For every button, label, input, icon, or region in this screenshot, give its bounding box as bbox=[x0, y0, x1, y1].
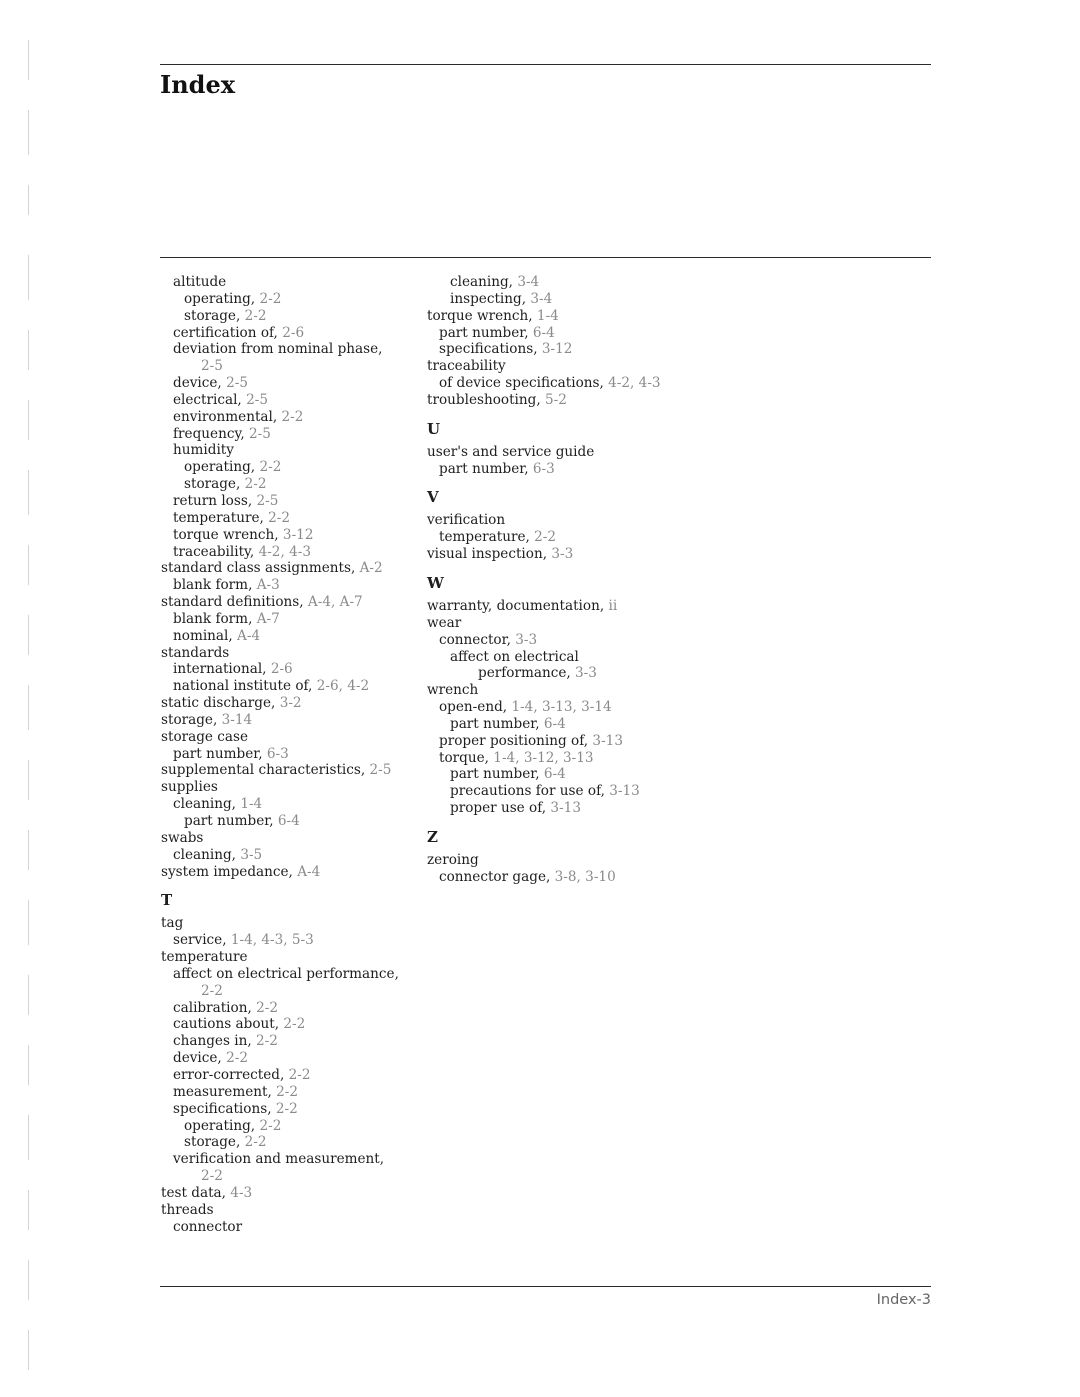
index-page-ref[interactable]: 2-2 bbox=[259, 1117, 282, 1134]
index-entry bbox=[427, 649, 727, 666]
index-page-ref[interactable]: 2-2 bbox=[244, 307, 267, 324]
index-term: inspecting, bbox=[450, 290, 531, 307]
index-page-ref[interactable]: 2-2 bbox=[201, 982, 223, 999]
index-entry bbox=[427, 546, 727, 563]
index-page-ref[interactable]: A-3 bbox=[256, 577, 280, 594]
index-entry bbox=[161, 1168, 421, 1185]
index-page-ref[interactable]: 1-4 bbox=[240, 796, 263, 813]
index-entry bbox=[161, 1219, 421, 1236]
index-page-ref[interactable]: 3-8, 3-10 bbox=[554, 868, 616, 885]
index-page-ref[interactable]: 1-4, 3-12, 3-13 bbox=[493, 749, 594, 766]
index-page-ref[interactable]: 6-3 bbox=[532, 460, 555, 477]
index-entry bbox=[427, 699, 727, 716]
index-page-ref[interactable]: 2-2 bbox=[201, 1168, 223, 1185]
index-page-ref[interactable]: 3-14 bbox=[221, 711, 253, 728]
index-entry bbox=[161, 274, 421, 291]
index-entry bbox=[161, 527, 421, 544]
index-term: specifications, bbox=[173, 1100, 276, 1117]
index-entry bbox=[161, 830, 421, 847]
index-entry bbox=[427, 375, 727, 392]
index-page-ref[interactable]: 2-6, 4-2 bbox=[316, 678, 370, 695]
index-entry bbox=[427, 665, 727, 682]
index-entry bbox=[161, 1067, 421, 1084]
index-entry bbox=[161, 493, 421, 510]
index-term: torque wrench, bbox=[427, 307, 537, 324]
index-term: part number, bbox=[450, 766, 544, 783]
footer-rule bbox=[160, 1286, 931, 1287]
index-term: cleaning, bbox=[450, 274, 518, 290]
index-page-ref[interactable]: 2-2 bbox=[256, 1033, 278, 1050]
index-term: device, bbox=[173, 375, 227, 392]
index-term: environmental, bbox=[173, 408, 282, 425]
index-entry bbox=[161, 544, 421, 561]
index-term: test data, bbox=[161, 1184, 231, 1201]
index-entry bbox=[161, 915, 421, 932]
index-entry bbox=[161, 459, 421, 476]
index-term: verification and measurement, bbox=[173, 1151, 385, 1168]
page-title: Index bbox=[160, 70, 236, 99]
index-page-ref[interactable]: 2-6 bbox=[282, 324, 305, 341]
index-entry bbox=[161, 392, 421, 409]
index-entry bbox=[161, 746, 421, 763]
index-entry bbox=[161, 813, 421, 830]
index-entry bbox=[427, 512, 727, 529]
index-page-ref[interactable]: 3-5 bbox=[240, 846, 263, 863]
index-term: storage, bbox=[184, 307, 245, 324]
index-term: connector bbox=[173, 1218, 243, 1235]
index-term: standards bbox=[161, 644, 230, 661]
index-entry bbox=[161, 1202, 421, 1219]
index-entry bbox=[161, 308, 421, 325]
index-term: connector gage, bbox=[439, 868, 555, 885]
index-page-ref[interactable]: 3-4 bbox=[517, 274, 540, 290]
index-page-ref[interactable]: 2-5 bbox=[246, 391, 268, 408]
index-entry bbox=[161, 712, 421, 729]
index-entry bbox=[161, 358, 421, 375]
index-entry bbox=[161, 983, 421, 1000]
index-term: operating, bbox=[184, 290, 260, 307]
index-page-ref[interactable]: 2-2 bbox=[283, 1016, 306, 1033]
index-term: verification bbox=[427, 512, 506, 529]
index-page-ref[interactable]: ii bbox=[608, 597, 618, 614]
index-term: storage, bbox=[184, 1134, 245, 1151]
index-term: connector, bbox=[439, 631, 516, 648]
index-letter-heading: V bbox=[427, 488, 439, 507]
index-term: visual inspection, bbox=[427, 546, 552, 563]
index-term: affect on electrical performance, bbox=[173, 965, 399, 982]
index-page-ref[interactable]: 2-2 bbox=[259, 290, 282, 307]
index-entry bbox=[161, 932, 421, 949]
index-page-ref[interactable]: A-4 bbox=[297, 863, 321, 880]
index-entry bbox=[161, 1134, 421, 1151]
index-term: blank form, bbox=[173, 610, 257, 627]
index-entry bbox=[427, 750, 727, 767]
index-page-ref[interactable]: 6-4 bbox=[543, 766, 566, 783]
index-entry bbox=[161, 661, 421, 678]
index-entry bbox=[161, 949, 421, 966]
index-page-ref[interactable]: 4-2, 4-3 bbox=[258, 543, 311, 560]
index-entry bbox=[161, 779, 421, 796]
index-entry bbox=[161, 1118, 421, 1135]
index-page-ref[interactable]: 2-6 bbox=[270, 661, 293, 678]
index-term: standard class assignments, bbox=[161, 560, 360, 577]
index-term: device, bbox=[173, 1050, 227, 1067]
index-term: changes in, bbox=[173, 1033, 257, 1050]
index-entry bbox=[427, 444, 727, 461]
index-term: proper use of, bbox=[450, 800, 551, 817]
index-entry bbox=[161, 560, 421, 577]
index-term: service, bbox=[173, 932, 231, 949]
index-entry bbox=[427, 632, 727, 649]
page-folio: Index-3 bbox=[876, 1292, 931, 1308]
index-entry bbox=[161, 291, 421, 308]
index-entry bbox=[161, 847, 421, 864]
index-entry bbox=[427, 869, 727, 886]
index-page-ref[interactable]: 2-2 bbox=[244, 1134, 267, 1151]
index-term: proper positioning of, bbox=[439, 732, 593, 749]
index-entry bbox=[427, 308, 727, 325]
index-term: threads bbox=[161, 1201, 214, 1218]
index-entry bbox=[427, 341, 727, 358]
index-letter-heading: T bbox=[161, 891, 173, 910]
index-term: measurement, bbox=[173, 1083, 277, 1100]
index-page-ref[interactable]: 3-4 bbox=[530, 290, 553, 307]
index-page-ref[interactable]: 2-2 bbox=[226, 1050, 248, 1067]
index-entry bbox=[161, 1016, 421, 1033]
index-term: open-end, bbox=[439, 699, 512, 716]
index-page-ref[interactable]: 2-5 bbox=[256, 492, 279, 509]
index-page-ref[interactable]: 2-2 bbox=[259, 459, 282, 476]
index-term: traceability bbox=[427, 358, 506, 375]
index-entry bbox=[427, 766, 727, 783]
index-entry bbox=[427, 615, 727, 632]
index-term: precautions for use of, bbox=[450, 783, 610, 800]
index-letter-heading: Z bbox=[427, 827, 438, 846]
index-term: part number, bbox=[173, 745, 267, 762]
index-term: temperature bbox=[161, 949, 248, 966]
index-entry bbox=[427, 800, 727, 817]
index-term: international, bbox=[173, 661, 271, 678]
index-term: affect on electrical bbox=[450, 648, 579, 665]
index-term: tag bbox=[161, 915, 184, 932]
index-term: torque wrench, bbox=[173, 526, 283, 543]
index-entry bbox=[161, 476, 421, 493]
index-page-ref[interactable]: 6-4 bbox=[277, 813, 300, 829]
index-entry bbox=[161, 1151, 421, 1168]
index-entry bbox=[427, 274, 727, 291]
index-page-ref[interactable]: 3-3 bbox=[551, 546, 574, 563]
index-term: wear bbox=[427, 614, 462, 631]
index-term: standard definitions, bbox=[161, 594, 308, 611]
index-entry bbox=[161, 628, 421, 645]
index-entry bbox=[427, 783, 727, 800]
index-term: operating, bbox=[184, 1117, 260, 1134]
index-page-ref[interactable]: A-4, A-7 bbox=[307, 594, 363, 611]
index-term: part number, bbox=[184, 813, 278, 829]
index-column-left bbox=[161, 274, 421, 1235]
index-page-ref[interactable]: 6-4 bbox=[543, 715, 566, 732]
index-term: torque, bbox=[439, 749, 494, 766]
scan-margin-marks bbox=[0, 0, 40, 1397]
index-term: part number, bbox=[450, 715, 544, 732]
index-page-ref[interactable]: 4-2, 4-3 bbox=[608, 375, 661, 392]
index-term: electrical, bbox=[173, 391, 247, 408]
index-entry bbox=[161, 409, 421, 426]
index-entry bbox=[161, 678, 421, 695]
index-entry bbox=[427, 852, 727, 869]
index-term: blank form, bbox=[173, 577, 257, 594]
index-page-ref[interactable]: 2-5 bbox=[201, 358, 223, 375]
index-term: supplemental characteristics, bbox=[161, 762, 370, 779]
index-entry bbox=[161, 1101, 421, 1118]
index-page-ref[interactable]: 2-2 bbox=[244, 476, 267, 493]
index-page-ref[interactable]: 3-12 bbox=[541, 341, 573, 358]
index-entry bbox=[161, 426, 421, 443]
index-term: part number, bbox=[439, 324, 533, 341]
index-term: cautions about, bbox=[173, 1016, 284, 1033]
index-page-ref[interactable]: 3-3 bbox=[575, 665, 597, 682]
index-page-ref[interactable]: 5-2 bbox=[545, 391, 567, 408]
index-term: return loss, bbox=[173, 492, 257, 509]
index-entry bbox=[161, 577, 421, 594]
index-entry bbox=[161, 611, 421, 628]
index-term: user's and service guide bbox=[427, 443, 595, 460]
index-entry bbox=[427, 461, 727, 478]
index-page-ref[interactable]: A-4 bbox=[237, 627, 261, 644]
index-term: storage case bbox=[161, 728, 249, 745]
index-entry bbox=[161, 594, 421, 611]
index-letter-heading: U bbox=[427, 419, 441, 438]
index-term: humidity bbox=[173, 442, 234, 459]
index-letter-heading: W bbox=[427, 573, 444, 592]
index-term: storage, bbox=[161, 711, 222, 728]
index-page-ref[interactable]: 2-2 bbox=[256, 999, 279, 1016]
index-term: system impedance, bbox=[161, 863, 298, 880]
index-page-ref[interactable]: 3-3 bbox=[515, 631, 538, 648]
index-page-ref[interactable]: 2-2 bbox=[534, 529, 557, 546]
index-term: deviation from nominal phase, bbox=[173, 341, 383, 358]
index-term: storage, bbox=[184, 476, 245, 493]
index-page-ref[interactable]: 3-13 bbox=[550, 800, 581, 817]
section-rule bbox=[160, 257, 931, 258]
index-term: operating, bbox=[184, 459, 260, 476]
index-entry bbox=[161, 510, 421, 527]
index-term: temperature, bbox=[439, 529, 535, 546]
index-entry bbox=[161, 966, 421, 983]
index-entry bbox=[161, 1050, 421, 1067]
index-term: altitude bbox=[173, 274, 227, 290]
index-page-ref[interactable]: 2-2 bbox=[275, 1100, 298, 1117]
index-term: swabs bbox=[161, 829, 204, 846]
index-term: performance, bbox=[478, 665, 576, 682]
index-term: specifications, bbox=[439, 341, 542, 358]
index-page-ref[interactable]: 4-3 bbox=[230, 1184, 253, 1201]
index-entry bbox=[161, 695, 421, 712]
index-term: zeroing bbox=[427, 851, 479, 868]
index-entry bbox=[427, 682, 727, 699]
index-page-ref[interactable]: 3-2 bbox=[279, 695, 302, 712]
index-page-ref[interactable]: A-7 bbox=[256, 610, 280, 627]
index-term: calibration, bbox=[173, 999, 257, 1016]
index-term: error-corrected, bbox=[173, 1066, 289, 1083]
index-term: of device specifications, bbox=[439, 375, 609, 392]
index-page-ref[interactable]: 6-3 bbox=[266, 745, 289, 762]
index-entry bbox=[427, 529, 727, 546]
index-page-ref[interactable]: 1-4, 3-13, 3-14 bbox=[511, 699, 612, 716]
header-rule bbox=[160, 64, 931, 65]
index-term: wrench bbox=[427, 682, 479, 699]
index-page-ref[interactable]: 3-12 bbox=[282, 526, 314, 543]
index-page-ref[interactable]: 3-13 bbox=[609, 783, 640, 800]
index-entry bbox=[161, 729, 421, 746]
index-page-ref[interactable]: 2-5 bbox=[369, 762, 392, 779]
index-page-ref[interactable]: 1-4 bbox=[536, 307, 559, 324]
index-entry bbox=[427, 325, 727, 342]
index-entry bbox=[161, 864, 421, 881]
index-term: cleaning, bbox=[173, 796, 241, 813]
index-entry bbox=[161, 325, 421, 342]
index-entry bbox=[427, 291, 727, 308]
index-page-ref[interactable]: 2-2 bbox=[276, 1083, 299, 1100]
index-page-ref[interactable]: 1-4, 4-3, 5-3 bbox=[230, 932, 314, 949]
index-entry bbox=[427, 733, 727, 750]
index-page-ref[interactable]: 2-5 bbox=[248, 425, 271, 442]
index-entry bbox=[161, 762, 421, 779]
index-page-ref[interactable]: 6-4 bbox=[532, 324, 555, 341]
index-term: supplies bbox=[161, 779, 218, 796]
index-term: certification of, bbox=[173, 324, 283, 341]
index-entry bbox=[161, 341, 421, 358]
index-entry bbox=[161, 796, 421, 813]
index-entry bbox=[161, 645, 421, 662]
index-term: part number, bbox=[439, 460, 533, 477]
index-entry bbox=[161, 1185, 421, 1202]
index-term: troubleshooting, bbox=[427, 391, 546, 408]
index-page-ref[interactable]: 2-2 bbox=[281, 408, 304, 425]
index-term: cleaning, bbox=[173, 846, 241, 863]
index-entry bbox=[161, 375, 421, 392]
index-term: traceability, bbox=[173, 543, 259, 560]
index-entry bbox=[161, 1033, 421, 1050]
index-term: frequency, bbox=[173, 425, 249, 442]
index-term: temperature, bbox=[173, 509, 269, 526]
index-page-ref[interactable]: 2-2 bbox=[288, 1066, 311, 1083]
index-page-ref[interactable]: 3-13 bbox=[592, 732, 623, 749]
index-entry bbox=[161, 1084, 421, 1101]
index-column-right bbox=[427, 274, 727, 886]
index-term: national institute of, bbox=[173, 678, 317, 695]
index-entry bbox=[427, 358, 727, 375]
index-entry bbox=[427, 716, 727, 733]
index-page-ref[interactable]: 2-5 bbox=[226, 375, 248, 392]
index-entry bbox=[161, 1000, 421, 1017]
index-term: nominal, bbox=[173, 627, 238, 644]
index-term: static discharge, bbox=[161, 695, 280, 712]
index-entry bbox=[161, 442, 421, 459]
index-term: warranty, documentation, bbox=[427, 597, 609, 614]
index-entry bbox=[427, 392, 727, 409]
index-entry bbox=[427, 598, 727, 615]
index-page-ref[interactable]: 2-2 bbox=[268, 509, 291, 526]
index-page-ref[interactable]: A-2 bbox=[359, 560, 383, 577]
